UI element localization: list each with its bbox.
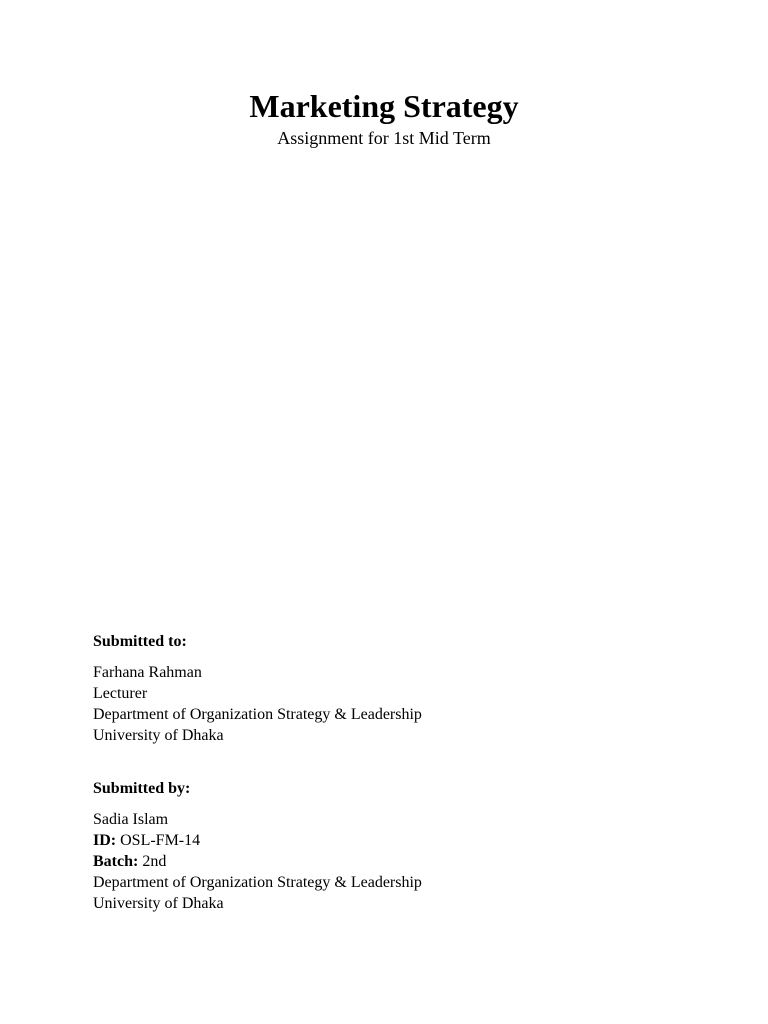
student-university: University of Dhaka (93, 895, 224, 912)
student-id-label: ID: (93, 832, 117, 849)
submitted-to-heading: Submitted to: (93, 633, 187, 650)
student-name: Sadia Islam (93, 811, 169, 828)
submitted-to-section (93, 632, 693, 746)
submitted-by-heading: Submitted by: (93, 780, 191, 797)
submitted-by-section (93, 779, 693, 914)
recipient-designation: Lecturer (93, 685, 148, 702)
student-department: Department of Organization Strategy & Leadership (93, 874, 422, 891)
recipient-university: University of Dhaka (93, 727, 224, 744)
student-batch-label: Batch: (93, 853, 139, 870)
page-subtitle: Assignment for 1st Mid Term (277, 128, 491, 148)
student-id-value: OSL-FM-14 (120, 832, 201, 849)
student-batch (93, 851, 693, 872)
student-batch-value: 2nd (142, 853, 167, 870)
recipient-department: Department of Organization Strategy & Leadership (93, 706, 422, 723)
page-title: Marketing Strategy (249, 88, 519, 124)
recipient-name: Farhana Rahman (93, 664, 202, 681)
student-id (93, 830, 693, 851)
